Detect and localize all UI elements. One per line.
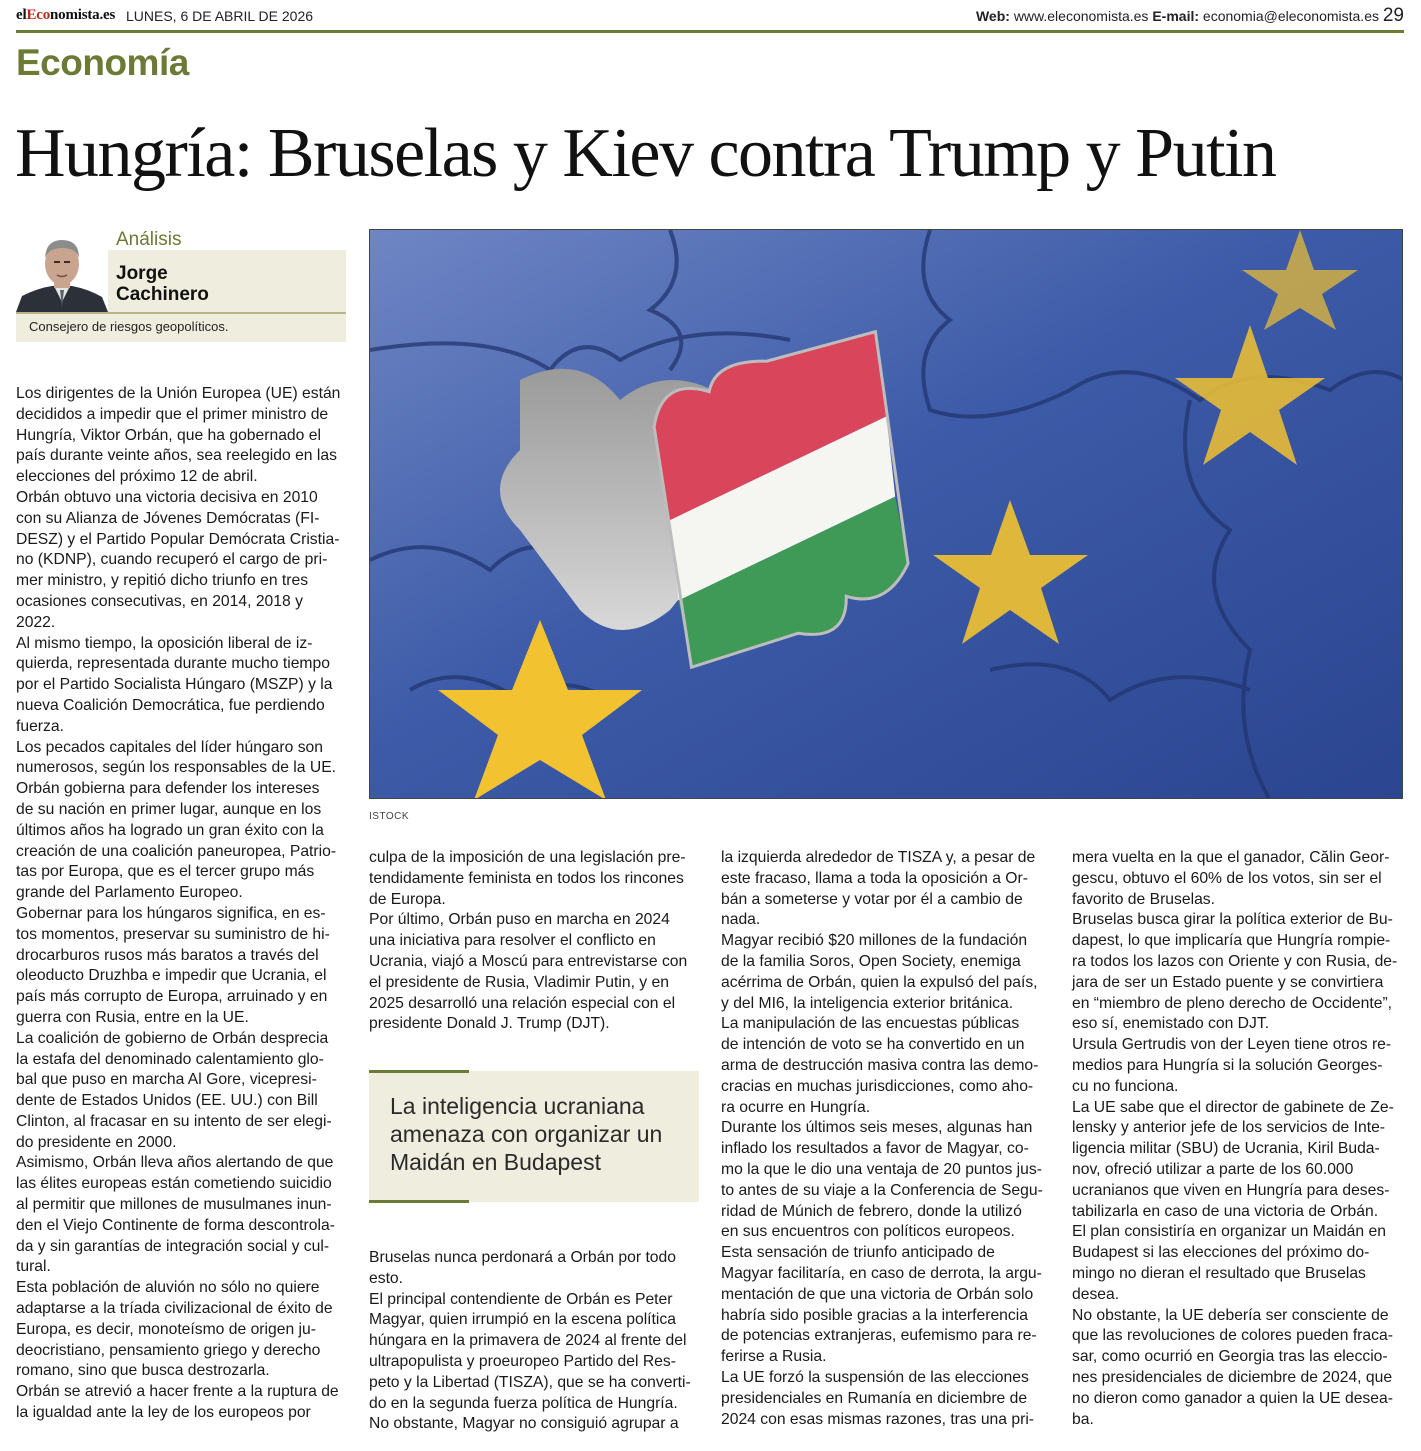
body-text-line: mera vuelta en la que el ganador, Călin Geor-: [1072, 849, 1390, 866]
body-text-line: ferirse a Rusia.: [721, 1348, 827, 1366]
body-text-line: en “miembro de pleno derecho de Occidente”,: [1072, 994, 1393, 1012]
body-text-line: bal que puso en marcha Al Gore, vicepresi-: [16, 1071, 317, 1089]
body-text-line: acérrima de Orbán, quien la expulsó del país,: [721, 973, 1038, 991]
body-text-line: Magyar facilitaría, en caso de derrota, la argu-: [721, 1264, 1042, 1282]
author-role: Consejero de riesgos geopolíticos.: [29, 319, 229, 334]
body-text-line: no dieron como ganador a quien la UE desea-: [1072, 1389, 1393, 1407]
web-link[interactable]: www.eleconomista.es: [1013, 8, 1149, 24]
body-text-line: oleoducto Druzhba e impedir que Ucrania, el: [16, 967, 327, 985]
body-text-line: ultrapopulista y proeuropeo Partido del Res-: [369, 1352, 676, 1370]
body-text-line: do en la segunda fuerza política de Hungría.: [369, 1394, 678, 1412]
body-text-line: La UE sabe que el director de gabinete de Ze-: [1072, 1098, 1394, 1116]
body-text-line: Budapest si las elecciones del próximo do-: [1072, 1244, 1370, 1262]
author-last-name: Cachinero: [116, 284, 209, 305]
body-text-line: ocasiones consecutivas, en 2014, 2018 y: [16, 592, 303, 610]
issue-date: LUNES, 6 DE ABRIL DE 2026: [126, 8, 314, 24]
body-text-line: de potencias extranjeras, eufemismo para re-: [721, 1327, 1037, 1345]
body-text-line: inflado los resultados a favor de Magyar, co-: [721, 1140, 1029, 1158]
body-text-line: ligencia militar (SBU) de Ucrania, Kiril Buda-: [1072, 1140, 1380, 1158]
body-text-line: una iniciativa para resolver el conflicto en: [369, 932, 656, 950]
body-text-line: La coalición de gobierno de Orbán desprecia: [16, 1029, 329, 1047]
body-text-line: Ucrania, viajó a Moscú para entrevistarse con: [369, 952, 688, 970]
body-text-line: Los dirigentes de la Unión Europea (UE) están: [16, 385, 341, 402]
body-text-line: deocristiano, pensamiento griego y derecho: [16, 1341, 321, 1359]
body-text-line: elecciones del próximo 12 de abril.: [16, 468, 258, 486]
body-text-line: húngara en la primavera de 2024 al frente del: [369, 1332, 687, 1350]
body-text-line: tos momentos, preservar su suministro de hi-: [16, 925, 330, 943]
pull-quote-rule-bottom: [369, 1200, 469, 1203]
masthead-pre: el: [16, 7, 27, 23]
pull-quote-line: amenaza con organizar un: [390, 1121, 663, 1147]
body-text-line: numerosos, según los responsables de la UE.: [16, 759, 337, 777]
body-text-line: Europa, es decir, monoteísmo de origen ju-: [16, 1320, 316, 1338]
author-name: [116, 263, 209, 305]
pull-quote-rule-top: [369, 1070, 469, 1073]
body-text-line: tabilizarla en caso de una victoria de Orbán.: [1072, 1202, 1379, 1220]
analysis-label: Análisis: [116, 229, 182, 250]
email-label: E-mail:: [1152, 8, 1200, 24]
body-text-line: do presidente en 2000.: [16, 1133, 177, 1151]
body-text-line: con su Alianza de Jóvenes Demócratas (FI-: [16, 509, 320, 527]
body-text-line: arma de destrucción masiva contra las demo-: [721, 1056, 1039, 1074]
body-text-line: Orbán gobierna para defender los intereses: [16, 780, 320, 798]
body-text-line: Magyar recibió $20 millones de la fundación: [721, 932, 1028, 950]
body-text-line: bán a someterse y votar por él a cambio de: [721, 890, 1023, 908]
masthead-logo[interactable]: [16, 7, 115, 24]
body-text-line: cu no funciona.: [1072, 1077, 1179, 1095]
body-text-line: el presidente de Rusia, Vladimir Putin, y en: [369, 973, 669, 991]
body-text-line: la estafa del denominado calentamiento glo-: [16, 1050, 324, 1068]
body-text-line: culpa de la imposición de una legislación pre-: [369, 849, 686, 866]
body-text-line: presidenciales en Rumanía en diciembre de: [721, 1389, 1028, 1407]
body-text-line: Esta sensación de triunfo anticipado de: [721, 1244, 995, 1262]
body-text-line: nueva Coalición Democrática, fue perdiendo: [16, 696, 325, 714]
body-text-line: lensky y anterior jefe de los servicios de Inte-: [1072, 1119, 1386, 1137]
web-label: Web:: [975, 8, 1010, 24]
body-text-line: ridad de Múnich de febrero, donde la utilizó: [721, 1202, 1022, 1220]
body-text-line: romano, sino que busca destrozarla.: [16, 1362, 270, 1380]
body-text-line: favorito de Bruselas.: [1072, 890, 1216, 908]
body-text-line: Gobernar para los húngaros significa, en es-: [16, 904, 326, 922]
body-text-line: mingo no dieran el resultado que Bruselas: [1072, 1264, 1366, 1282]
body-text-line: La manipulación de las encuestas públicas: [721, 1015, 1020, 1033]
email-link[interactable]: economia@eleconomista.es: [1202, 8, 1379, 24]
body-text-line: creación de una coalición paneuropea, Patrio-: [16, 842, 337, 860]
masthead-post: nomista.es: [50, 7, 116, 23]
body-text-line: den el Viejo Continente de forma descontrola-: [16, 1216, 335, 1234]
body-text-line: Orbán obtuvo una victoria decisiva en 2010: [16, 488, 318, 506]
body-text-line: drocarburos rusos más baratos a través del: [16, 946, 319, 964]
body-text-line: Esta población de aluvión no sólo no quiere: [16, 1279, 320, 1297]
body-text-line: El plan consistiría en organizar un Maidán en: [1072, 1223, 1386, 1241]
column-3: [721, 848, 1051, 1430]
header-rule: [16, 30, 1404, 33]
body-text-line: cracias en muchas jurisdicciones, como aho-: [721, 1077, 1034, 1095]
body-text-line: Asimismo, Orbán lleva años alertando de que: [16, 1154, 334, 1172]
body-text-line: 2024 con esas mismas razones, tras una pri-: [721, 1410, 1035, 1428]
body-text-line: decididos a impedir que el primer ministro de: [16, 405, 329, 423]
article-photo: [369, 229, 1403, 799]
body-text-line: ucranianos que viven en Hungría para deses-: [1072, 1181, 1390, 1199]
body-text-line: El principal contendiente de Orbán es Peter: [369, 1290, 673, 1308]
masthead-eco: Eco: [26, 7, 51, 23]
body-text-line: la izquierda alrededor de TISZA y, a pesar de: [721, 849, 1036, 866]
body-text-line: DESZ) y el Partido Popular Demócrata Cristia-: [16, 530, 340, 548]
body-text-line: nada.: [721, 911, 761, 929]
body-text-line: da y sin garantías de integración social y cul-: [16, 1237, 330, 1255]
body-text-line: tendidamente feminista en todos los rincones: [369, 869, 684, 887]
body-text-line: Orbán se atrevió a hacer frente a la ruptura de: [16, 1383, 339, 1401]
body-text-line: Durante los últimos seis meses, algunas han: [721, 1119, 1033, 1137]
body-text-line: tural.: [16, 1258, 51, 1276]
column-2-bottom: [369, 1248, 699, 1435]
body-text-line: la igualdad ante la ley de los europeos por: [16, 1404, 311, 1422]
body-text-line: país más corrupto de Europa, arruinado y en: [16, 988, 328, 1006]
body-text-line: últimos años ha logrado un gran éxito con la: [16, 821, 324, 839]
page-number: 29: [1382, 5, 1404, 26]
body-text-line: las élites europeas están cometiendo suicidio: [16, 1175, 332, 1193]
body-text-line: ba.: [1072, 1410, 1094, 1428]
body-text-line: guerra con Rusia, entre en la UE.: [16, 1008, 249, 1026]
body-text-line: Ursula Gertrudis von der Leyen tiene otros re-: [1072, 1036, 1392, 1054]
body-text-line: Bruselas busca girar la política exterior de Bu-: [1072, 911, 1393, 929]
headline: Hungría: Bruselas y Kiev contra Trump y Putin: [15, 115, 1276, 192]
author-first-name: Jorge: [116, 263, 168, 284]
body-text-line: Los pecados capitales del líder húngaro son: [16, 738, 323, 756]
body-text-line: gescu, obtuvo el 60% de los votos, sin ser el: [1072, 869, 1382, 887]
body-text-line: adaptarse a la tríada civilizacional de éxito de: [16, 1300, 333, 1318]
body-text-line: nes presidenciales de diciembre de 2024, que: [1072, 1368, 1393, 1386]
body-text-line: mentación de que una victoria de Orbán solo: [721, 1285, 1034, 1303]
pull-quote-line: La inteligencia ucraniana: [390, 1093, 645, 1119]
body-text-line: fuerza.: [16, 717, 64, 735]
body-text-line: 2022.: [16, 613, 56, 631]
body-text-line: La UE forzó la suspensión de las elecciones: [721, 1368, 1029, 1386]
body-text-line: tas por Europa, que es el tercer grupo más: [16, 863, 315, 881]
column-2-top: [369, 848, 699, 1035]
contact-info: [976, 8, 1379, 24]
body-text-line: nov, ofreció utilizar a parte de los 60.000: [1072, 1160, 1354, 1178]
section-title: Economía: [16, 42, 189, 83]
body-text-line: de intención de voto se ha convertido en un: [721, 1036, 1025, 1054]
body-text-line: de su nación en primer lugar, aunque en los: [16, 800, 322, 818]
body-text-line: eso sí, enemistado con DJT.: [1072, 1015, 1270, 1033]
body-text-line: en sus encuentros con políticos europeos.: [721, 1223, 1015, 1241]
body-text-line: de Europa.: [369, 890, 446, 908]
body-text-line: presidente Donald J. Trump (DJT).: [369, 1015, 610, 1033]
body-text-line: no (KDNP), cuando recuperó el cargo de pri-: [16, 551, 328, 569]
body-text-line: No obstante, la UE debería ser consciente de: [1072, 1306, 1389, 1324]
byline-divider: [16, 312, 346, 314]
body-text-line: to antes de su viaje a la Conferencia de Segu-: [721, 1181, 1043, 1199]
body-text-line: Clinton, al fracasar en su intento de ser elegi-: [16, 1112, 332, 1130]
body-text-line: dapest, lo que implicaría que Hungría rompie-: [1072, 932, 1391, 950]
body-text-line: habría sido posible gracias a la interferencia: [721, 1306, 1028, 1324]
photo-credit: ISTOCK: [369, 811, 410, 822]
body-text-line: por el Partido Socialista Húngaro (MSZP) y la: [16, 676, 333, 694]
eu-puzzle-illustration: [370, 230, 1403, 799]
body-text-line: mo la que le dio una ventaja de 20 puntos jus-: [721, 1160, 1042, 1178]
body-text-line: que las revoluciones de colores pueden fraca-: [1072, 1327, 1393, 1345]
body-text-line: al permitir que millones de musulmanes inun-: [16, 1196, 332, 1214]
body-text-line: Hungría, Viktor Orbán, que ha gobernado el: [16, 426, 321, 444]
body-text-line: ra ocurre en Hungría.: [721, 1098, 871, 1116]
column-1: [16, 384, 346, 1424]
column-4: [1072, 848, 1404, 1430]
pull-quote: [390, 1092, 690, 1176]
body-text-line: dente de Estados Unidos (EE. UU.) con Bill: [16, 1092, 318, 1110]
body-text-line: país durante veinte años, sea reelegido en las: [16, 447, 337, 465]
body-text-line: grande del Parlamento Europeo.: [16, 884, 243, 902]
body-text-line: jara de ser un Estado puente y se convirtiera: [1072, 973, 1384, 991]
body-text-line: y del MI6, la inteligencia exterior británica.: [721, 994, 1014, 1012]
author-avatar: [16, 232, 108, 312]
body-text-line: mer ministro, y repitió dicho triunfo en tres: [16, 572, 309, 590]
body-text-line: Por último, Orbán puso en marcha en 2024: [369, 911, 670, 929]
body-text-line: Bruselas nunca perdonará a Orbán por todo: [369, 1249, 676, 1266]
body-text-line: peto y la Libertad (TISZA), que se ha converti-: [369, 1373, 691, 1391]
body-text-line: No obstante, Magyar no consiguió agrupar a: [369, 1415, 679, 1433]
body-text-line: sar, como ocurrió en Georgia tras las eleccio-: [1072, 1348, 1388, 1366]
body-text-line: esto.: [369, 1269, 404, 1287]
body-text-line: quierda, representada durante mucho tiempo: [16, 655, 330, 673]
body-text-line: Magyar, quien irrumpió en la escena política: [369, 1311, 676, 1329]
body-text-line: 2025 desarrolló una relación especial con el: [369, 994, 676, 1012]
body-text-line: desea.: [1072, 1285, 1120, 1303]
author-portrait-icon: [16, 232, 108, 312]
body-text-line: este fracaso, llama a toda la oposición a Or-: [721, 869, 1028, 887]
body-text-line: de la familia Soros, Open Society, enemiga: [721, 952, 1021, 970]
body-text-line: ra todos los lazos con Oriente y con Rusia, de-: [1072, 952, 1398, 970]
body-text-line: Al mismo tiempo, la oposición liberal de iz-: [16, 634, 313, 652]
body-text-line: medios para Hungría si la solución Georges-: [1072, 1056, 1383, 1074]
pull-quote-line: Maidán en Budapest: [390, 1149, 601, 1175]
